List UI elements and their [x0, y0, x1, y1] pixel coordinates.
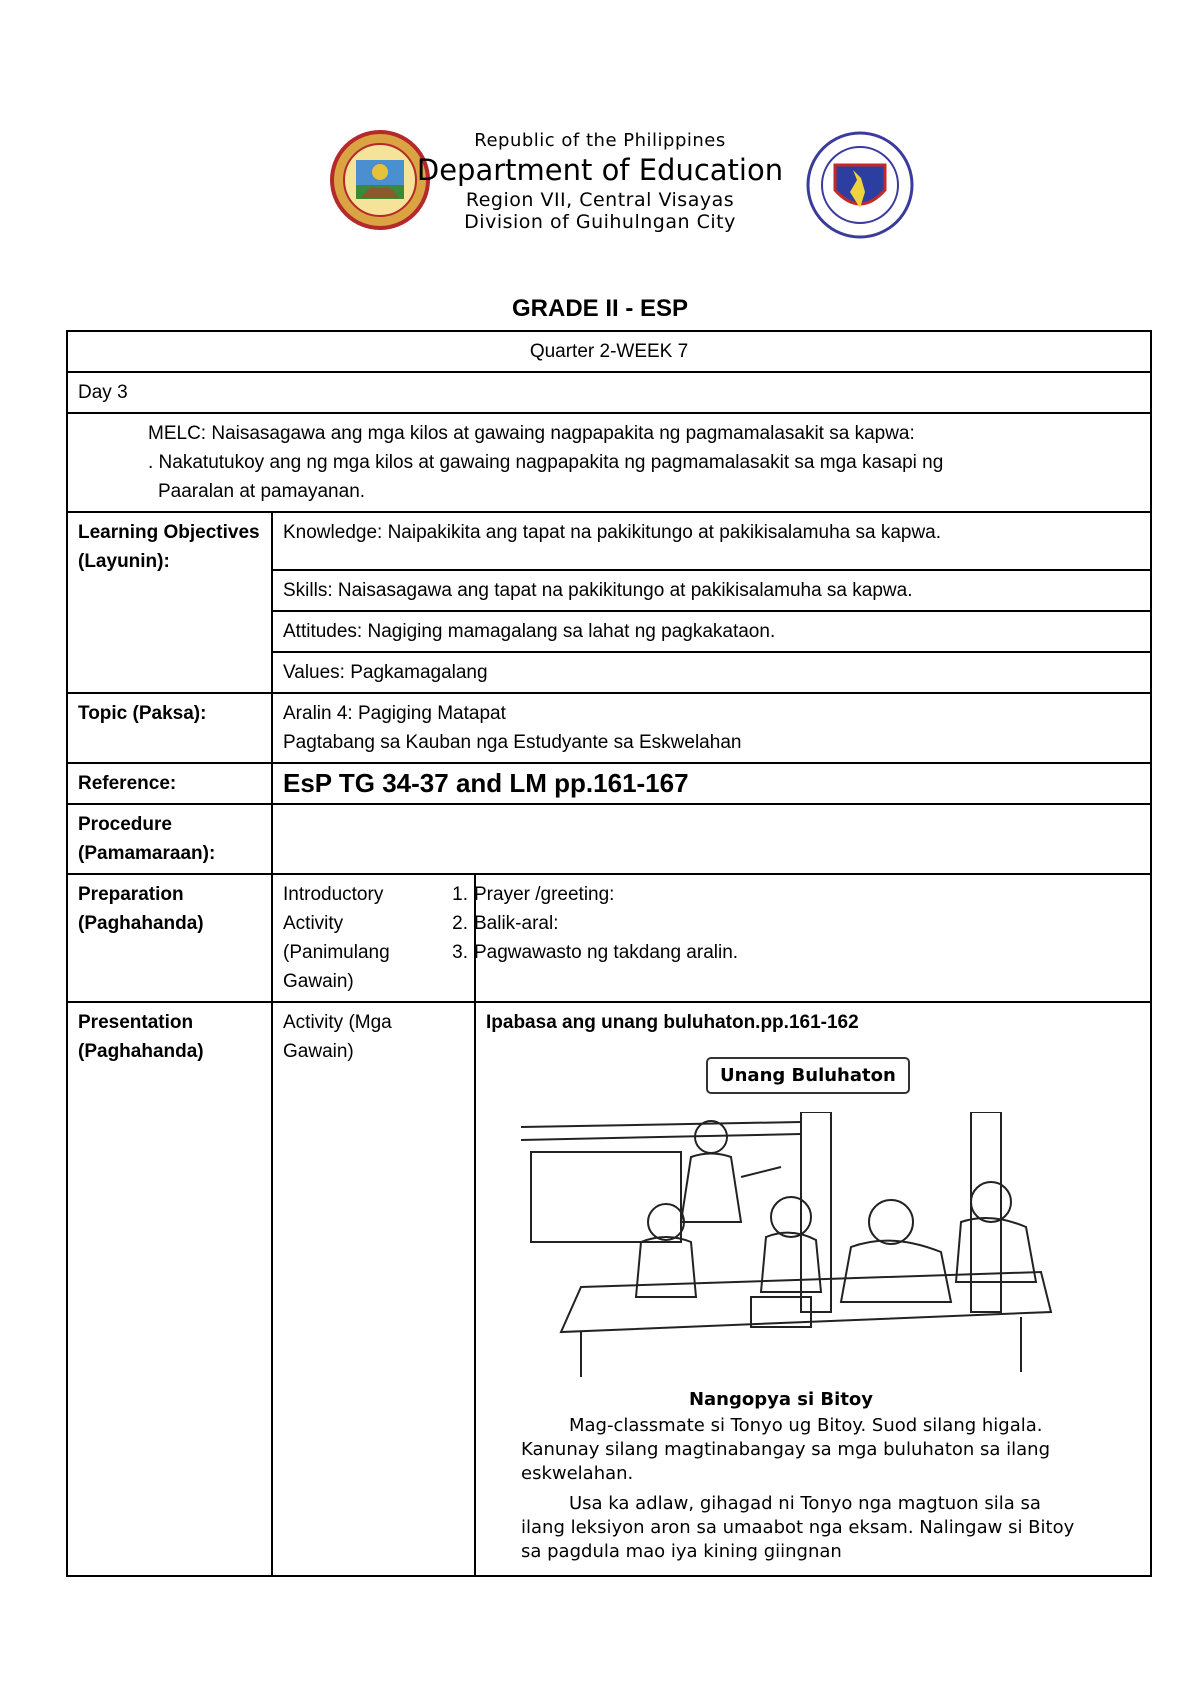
step-text: Balik-aral:: [474, 913, 559, 934]
topic-line: Aralin 4: Pagiging Matapat: [283, 703, 506, 724]
list-item: [446, 938, 1140, 967]
intro-activity-cell: Introductory Activity (Panimulang Gawain): [272, 874, 475, 1002]
story-paragraph: Mag-classmate si Tonyo ug Bitoy. Suod silang higala. Kanunay silang magtinabangay sa mga buluhaton sa ilang eskwelahan.: [521, 1415, 1051, 1484]
reference-cell: EsP TG 34-37 and LM pp.161-167: [272, 763, 1151, 804]
story-paragraph: Usa ka adlaw, gihagad ni Tonyo nga magtuon sila sa ilang leksiyon aron sa umaabot nga eksam. Nalingaw si Bitoy sa pagdula mao iya kining giingnan: [521, 1493, 1075, 1562]
reference-label: Reference:: [67, 763, 272, 804]
melc-line: . Nakatutukoy ang ng mga kilos at gawaing nagpapakita ng pagmamalasakit sa mga kasapi ng: [148, 452, 944, 473]
procedure-cell: [272, 804, 1151, 874]
lesson-plan-table: [66, 330, 1152, 1577]
presentation-label: Presentation (Paghahanda): [67, 1002, 272, 1576]
story-title: Nangopya si Bitoy: [688, 1389, 874, 1410]
presentation-content-cell: [475, 1002, 1151, 1576]
topic-cell: [272, 693, 1151, 763]
letterhead-text: [400, 130, 800, 233]
classroom-illustration-icon: [521, 1112, 1061, 1382]
story: [521, 1388, 1081, 1564]
preparation-label: Preparation (Paghahanda): [67, 874, 272, 1002]
melc-cell: [67, 413, 1151, 512]
step-text: Pagwawasto ng takdang aralin.: [474, 942, 739, 963]
textbook-excerpt: [521, 1057, 1081, 1564]
topic-label: Topic (Paksa):: [67, 693, 272, 763]
division-line: Division of Guihulngan City: [464, 211, 736, 233]
deped-seal-icon: [805, 130, 915, 240]
instruction-text: Ipabasa ang unang buluhaton.pp.161-162: [486, 1012, 859, 1033]
step-text: Prayer /greeting:: [474, 884, 615, 905]
preparation-row: [67, 874, 1151, 1002]
step-number: 1.: [452, 884, 468, 905]
topic-line: Pagtabang sa Kauban nga Estudyante sa Eskwelahan: [283, 732, 742, 753]
day-cell: Day 3: [67, 372, 1151, 413]
prep-steps-cell: [452, 874, 1151, 1002]
procedure-row: [67, 804, 1151, 874]
presentation-row: [67, 1002, 1151, 1576]
republic-line: Republic of the Philippines: [474, 130, 726, 151]
objectives-label: Learning Objectives (Layunin):: [67, 512, 272, 693]
step-number: 3.: [452, 942, 468, 963]
lesson-title-box: Unang Buluhaton: [706, 1057, 910, 1094]
attitudes-cell: Attitudes: Nagiging mamagalang sa lahat ng pagkakataon.: [272, 611, 1151, 652]
values-cell: Values: Pagkamagalang: [272, 652, 1151, 693]
melc-row: [67, 413, 1151, 512]
day-row: [67, 372, 1151, 413]
step-number: 2.: [452, 913, 468, 934]
document-title: GRADE II - ESP: [511, 295, 689, 322]
region-line: Region VII, Central Visayas: [465, 189, 735, 211]
procedure-label: Procedure (Pamamaraan):: [67, 804, 272, 874]
knowledge-cell: Knowledge: Naipakikita ang tapat na pakikitungo at pakikisalamuha sa kapwa.: [272, 512, 1151, 570]
activity-cell: Activity (Mga Gawain): [272, 1002, 475, 1576]
quarter-row: [67, 331, 1151, 372]
melc-line: MELC: Naisasagawa ang mga kilos at gawaing nagpapakita ng pagmamalasakit sa kapwa:: [148, 423, 915, 444]
skills-cell: Skills: Naisasagawa ang tapat na pakikitungo at pakikisalamuha sa kapwa.: [272, 570, 1151, 611]
topic-row: [67, 693, 1151, 763]
letterhead: [0, 120, 1200, 260]
list-item: [446, 880, 1140, 909]
prep-steps-list: [446, 880, 1140, 967]
department-line: Department of Education: [416, 153, 784, 187]
quarter-cell: Quarter 2-WEEK 7: [67, 331, 1151, 372]
melc-line: Paaralan at pamayanan.: [158, 481, 366, 502]
objectives-row: [67, 512, 1151, 570]
reference-row: [67, 763, 1151, 804]
list-item: [446, 909, 1140, 938]
